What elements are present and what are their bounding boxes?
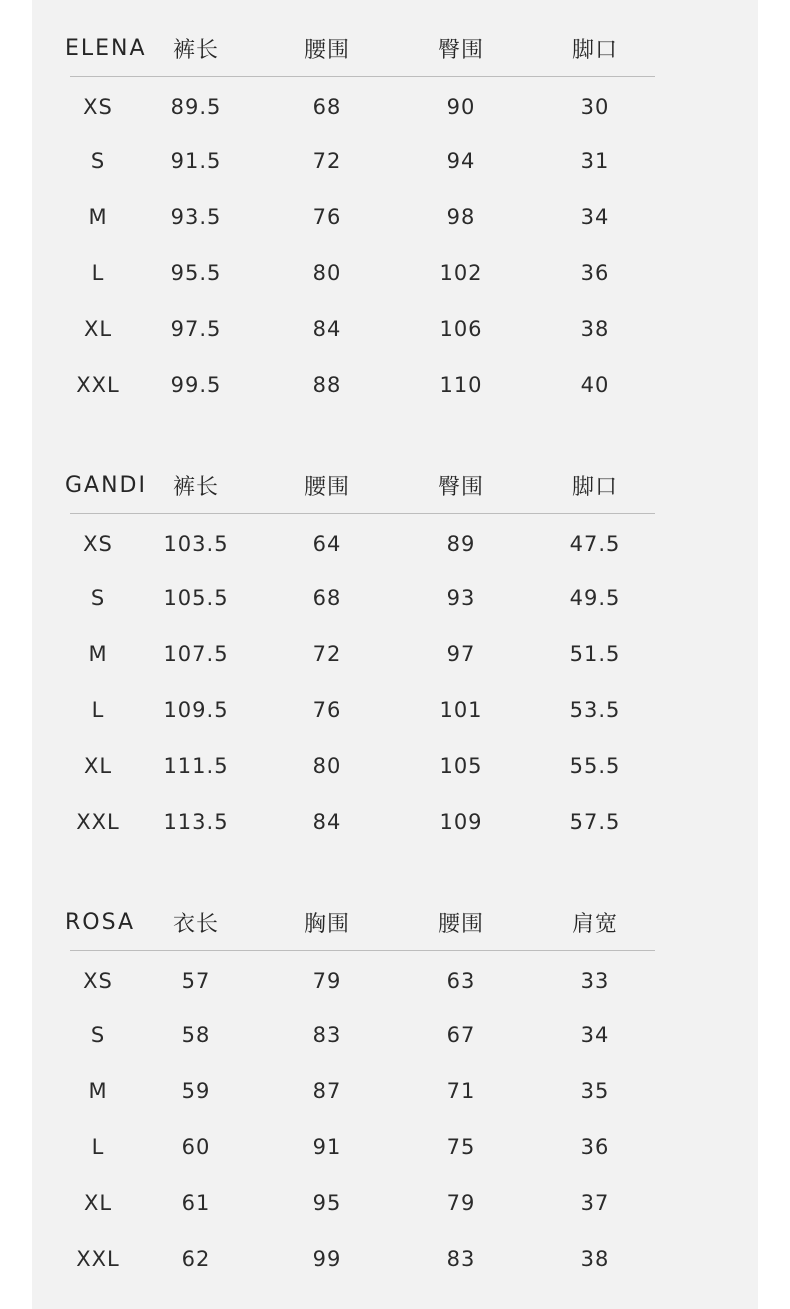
column-header: 肩宽 bbox=[571, 911, 618, 937]
measurement-cell: 80 bbox=[312, 261, 342, 285]
measurement-cell: 99 bbox=[312, 1247, 342, 1271]
product-name: ELENA bbox=[65, 35, 147, 61]
measurement-cell: 83 bbox=[312, 1023, 342, 1047]
column-header: 臀围 bbox=[437, 474, 484, 500]
measurement-cell: 64 bbox=[312, 532, 342, 556]
table-row bbox=[65, 1007, 689, 1063]
table-body bbox=[65, 81, 689, 413]
measurement-cell: 98 bbox=[446, 205, 476, 229]
table-row bbox=[65, 1175, 689, 1231]
measurement-cell: 79 bbox=[446, 1191, 476, 1215]
size-label: M bbox=[88, 205, 108, 229]
size-label: XXL bbox=[76, 373, 120, 397]
size-label: M bbox=[88, 642, 108, 666]
size-label: XXL bbox=[76, 810, 120, 834]
table-row bbox=[65, 955, 689, 1007]
product-name: GANDI bbox=[65, 472, 147, 498]
measurement-cell: 90 bbox=[446, 95, 476, 119]
table-row bbox=[65, 301, 689, 357]
measurement-cell: 47.5 bbox=[569, 532, 621, 556]
table-row bbox=[65, 682, 689, 738]
size-label: L bbox=[91, 698, 105, 722]
measurement-cell: 38 bbox=[580, 1247, 610, 1271]
measurement-cell: 105.5 bbox=[163, 586, 229, 610]
column-header: 腰围 bbox=[303, 474, 350, 500]
measurement-cell: 72 bbox=[312, 149, 342, 173]
table-row bbox=[65, 189, 689, 245]
table-row bbox=[65, 357, 689, 413]
measurement-cell: 97 bbox=[446, 642, 476, 666]
measurement-cell: 35 bbox=[580, 1079, 610, 1103]
size-label: S bbox=[90, 586, 106, 610]
table-header-row bbox=[65, 20, 689, 76]
measurement-cell: 30 bbox=[580, 95, 610, 119]
measurement-cell: 76 bbox=[312, 205, 342, 229]
measurement-cell: 105 bbox=[439, 754, 483, 778]
measurement-cell: 36 bbox=[580, 1135, 610, 1159]
column-header: 裤长 bbox=[172, 474, 219, 500]
size-label: M bbox=[88, 1079, 108, 1103]
table-header-row bbox=[65, 457, 689, 513]
measurement-cell: 89 bbox=[446, 532, 476, 556]
measurement-cell: 36 bbox=[580, 261, 610, 285]
measurement-cell: 31 bbox=[580, 149, 610, 173]
table-row bbox=[65, 1231, 689, 1287]
table-row bbox=[65, 1119, 689, 1175]
measurement-cell: 34 bbox=[580, 205, 610, 229]
size-table-elena bbox=[65, 20, 689, 413]
measurement-cell: 40 bbox=[580, 373, 610, 397]
table-row bbox=[65, 245, 689, 301]
size-label: XXL bbox=[76, 1247, 120, 1271]
measurement-cell: 84 bbox=[312, 317, 342, 341]
measurement-cell: 75 bbox=[446, 1135, 476, 1159]
size-label: S bbox=[90, 149, 106, 173]
measurement-cell: 95.5 bbox=[170, 261, 222, 285]
measurement-cell: 111.5 bbox=[163, 754, 229, 778]
header-divider bbox=[70, 76, 655, 77]
measurement-cell: 72 bbox=[312, 642, 342, 666]
column-header: 腰围 bbox=[437, 911, 484, 937]
measurement-cell: 68 bbox=[312, 95, 342, 119]
size-label: S bbox=[90, 1023, 106, 1047]
measurement-cell: 93.5 bbox=[170, 205, 222, 229]
measurement-cell: 102 bbox=[439, 261, 483, 285]
size-label: L bbox=[91, 261, 105, 285]
measurement-cell: 51.5 bbox=[569, 642, 621, 666]
measurement-cell: 49.5 bbox=[569, 586, 621, 610]
table-body bbox=[65, 518, 689, 850]
column-header: 裤长 bbox=[172, 37, 219, 63]
measurement-cell: 97.5 bbox=[170, 317, 222, 341]
measurement-cell: 38 bbox=[580, 317, 610, 341]
measurement-cell: 58 bbox=[181, 1023, 211, 1047]
header-divider bbox=[70, 950, 655, 951]
measurement-cell: 99.5 bbox=[170, 373, 222, 397]
measurement-cell: 110 bbox=[439, 373, 483, 397]
measurement-cell: 107.5 bbox=[163, 642, 229, 666]
measurement-cell: 76 bbox=[312, 698, 342, 722]
table-row bbox=[65, 1063, 689, 1119]
measurement-cell: 53.5 bbox=[569, 698, 621, 722]
measurement-cell: 80 bbox=[312, 754, 342, 778]
measurement-cell: 94 bbox=[446, 149, 476, 173]
table-row bbox=[65, 794, 689, 850]
column-header: 脚口 bbox=[571, 37, 618, 63]
measurement-cell: 68 bbox=[312, 586, 342, 610]
measurement-cell: 89.5 bbox=[170, 95, 222, 119]
measurement-cell: 79 bbox=[312, 969, 342, 993]
measurement-cell: 103.5 bbox=[163, 532, 229, 556]
measurement-cell: 67 bbox=[446, 1023, 476, 1047]
table-row bbox=[65, 133, 689, 189]
table-row bbox=[65, 518, 689, 570]
measurement-cell: 55.5 bbox=[569, 754, 621, 778]
column-header: 臀围 bbox=[437, 37, 484, 63]
measurement-cell: 71 bbox=[446, 1079, 476, 1103]
measurement-cell: 34 bbox=[580, 1023, 610, 1047]
table-row bbox=[65, 81, 689, 133]
table-row bbox=[65, 738, 689, 794]
size-table-rosa bbox=[65, 894, 689, 1287]
column-header: 衣长 bbox=[172, 911, 219, 937]
measurement-cell: 109.5 bbox=[163, 698, 229, 722]
measurement-cell: 83 bbox=[446, 1247, 476, 1271]
measurement-cell: 61 bbox=[181, 1191, 211, 1215]
size-label: XS bbox=[83, 532, 113, 556]
column-header: 胸围 bbox=[303, 911, 350, 937]
product-name: ROSA bbox=[65, 909, 136, 935]
table-body bbox=[65, 955, 689, 1287]
size-label: XL bbox=[83, 754, 113, 778]
size-table-gandi bbox=[65, 457, 689, 850]
measurement-cell: 88 bbox=[312, 373, 342, 397]
column-header: 脚口 bbox=[571, 474, 618, 500]
measurement-cell: 87 bbox=[312, 1079, 342, 1103]
measurement-cell: 113.5 bbox=[163, 810, 229, 834]
measurement-cell: 101 bbox=[439, 698, 483, 722]
size-label: L bbox=[91, 1135, 105, 1159]
measurement-cell: 84 bbox=[312, 810, 342, 834]
size-label: XS bbox=[83, 969, 113, 993]
measurement-cell: 37 bbox=[580, 1191, 610, 1215]
measurement-cell: 60 bbox=[181, 1135, 211, 1159]
measurement-cell: 59 bbox=[181, 1079, 211, 1103]
measurement-cell: 95 bbox=[312, 1191, 342, 1215]
table-row bbox=[65, 626, 689, 682]
measurement-cell: 62 bbox=[181, 1247, 211, 1271]
table-row bbox=[65, 570, 689, 626]
measurement-cell: 106 bbox=[439, 317, 483, 341]
measurement-cell: 109 bbox=[439, 810, 483, 834]
size-label: XL bbox=[83, 317, 113, 341]
measurement-cell: 57 bbox=[181, 969, 211, 993]
table-header-row bbox=[65, 894, 689, 950]
measurement-cell: 93 bbox=[446, 586, 476, 610]
measurement-cell: 91 bbox=[312, 1135, 342, 1159]
measurement-cell: 33 bbox=[580, 969, 610, 993]
size-label: XL bbox=[83, 1191, 113, 1215]
measurement-cell: 91.5 bbox=[170, 149, 222, 173]
header-divider bbox=[70, 513, 655, 514]
size-label: XS bbox=[83, 95, 113, 119]
column-header: 腰围 bbox=[303, 37, 350, 63]
measurement-cell: 63 bbox=[446, 969, 476, 993]
measurement-cell: 57.5 bbox=[569, 810, 621, 834]
